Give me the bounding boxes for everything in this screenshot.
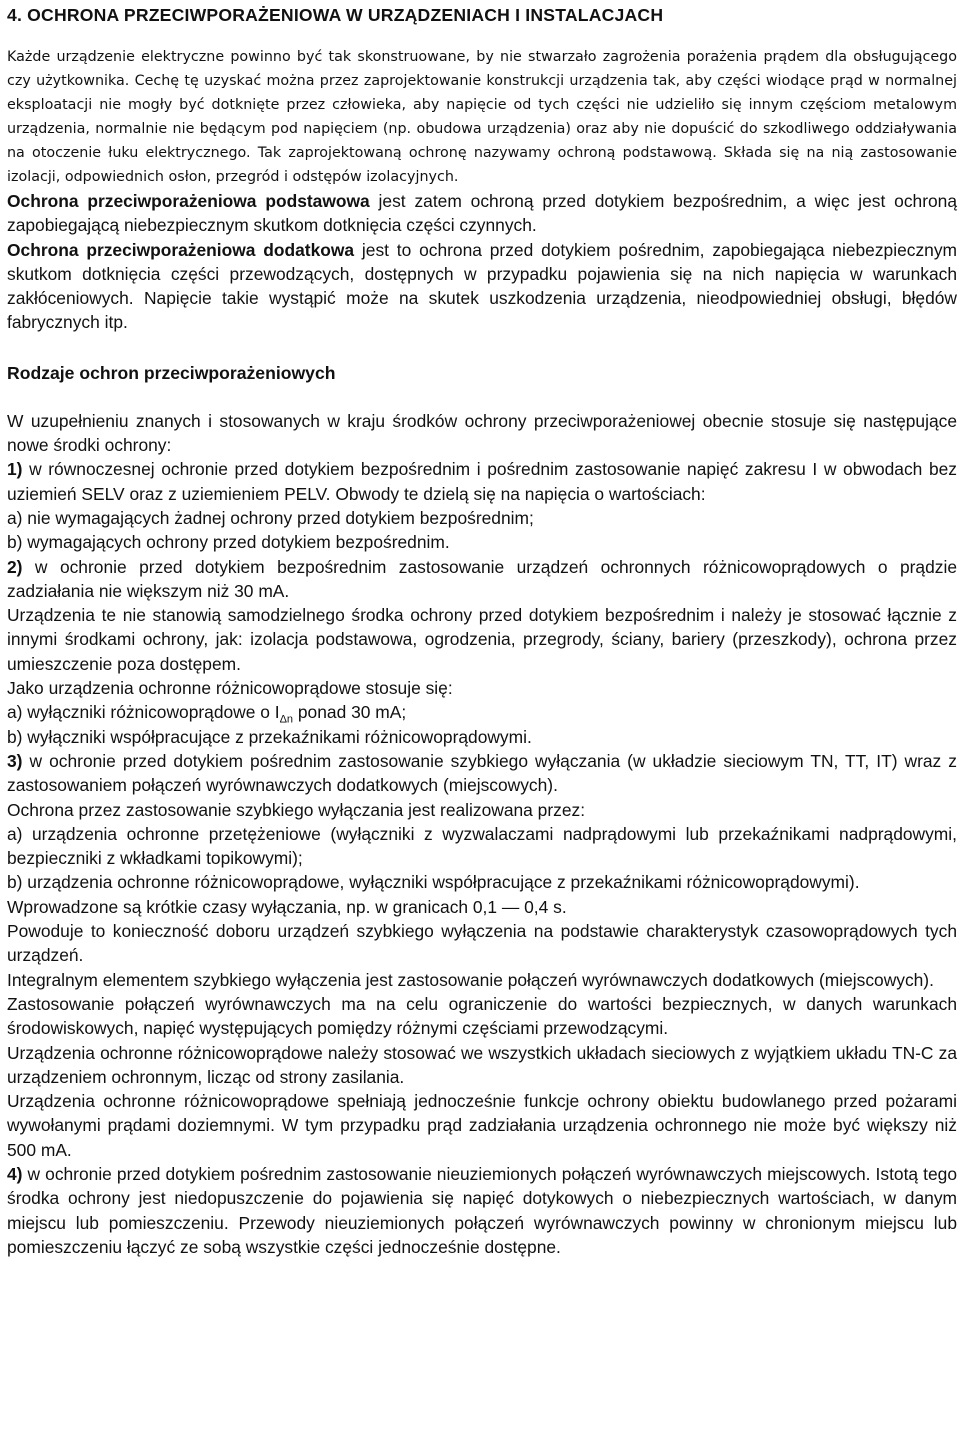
item-1-b: b) wymagających ochrony przed dotykiem bezpośrednim. (7, 532, 450, 553)
selection-paragraph: Powoduje to konieczność doboru urządzeń szybkiego wyłączenia na podstawie charakterystyk czasowoprądowych tych urządzeń. (7, 921, 957, 966)
fast-disconnect-item-b: b) urządzenia ochronne różnicowoprądowe, wyłączniki współpracujące z przekaźnikami różnicowoprądowymi). (7, 872, 860, 893)
item-1 (7, 457, 957, 506)
intro-paragraph: Każde urządzenie elektryczne powinno być tak skonstruowane, by nie stwarzało zagrożenia porażenia prądem dla obsługującego czy użytkownika. Cechę tę uzyskać można przez zaprojektowanie konstrukcji urządzenia tak, aby części wiodące prąd w normalnej eksploatacji nie mogły być dotknięte przez człowieka, aby napięcie od tych części nie udzieliło się innym częściom metalowym urządzenia, normalnie nie będącym pod napięciem (np. obudowa urządzenia) oraz aby nie dopuścić do szkodliwego oddziaływania na otoczenie łuku elektrycznego. Tak zaprojektowaną ochronę nazywamy ochroną podstawową. Składa się na nią zastosowanie izolacji, odpowiednich osłon, przegród i odstępów izolacyjnych. (7, 49, 957, 185)
fast-disconnect-paragraph: Ochrona przez zastosowanie szybkiego wyłączania jest realizowana przez: (7, 799, 586, 820)
integral-element-paragraph: Integralnym elementem szybkiego wyłączenia jest zastosowanie połączeń wyrównawczych dodatkowych (miejscowych). (7, 969, 934, 990)
item-4 (7, 1162, 957, 1259)
additional-protection-term: Ochrona przeciwporażeniowa dodatkowa (7, 239, 355, 260)
item-4-number: 4) (7, 1163, 23, 1184)
devices-paragraph: Urządzenia te nie stanowią samodzielnego środka ochrony przed dotykiem bezpośrednim i należy je stosować łącznie z innymi środkami ochrony, jak: izolacja podstawowa, ogrodzenia, przegrody, ściany, bariery (przeszkody), ochrona przez umieszczenie poza dostępem. (7, 605, 957, 674)
item-3-number: 3) (7, 750, 23, 771)
rcd-usage-paragraph: Urządzenia ochronne różnicowoprądowe należy stosować we wszystkich układach sieciowych z wyjątkiem układu TN-C za urządzeniem ochronnym, licząc od strony zasilania. (7, 1042, 957, 1087)
item-3-text: w ochronie przed dotykiem pośrednim zastosowanie szybkiego wyłączania (w układzie sieciowym TN, TT, IT) wraz z zastosowaniem połączeń wyrównawczych dodatkowych (miejscowych). (7, 750, 957, 796)
disconnect-times-paragraph: Wprowadzone są krótkie czasy wyłączania, np. w granicach 0,1 — 0,4 s. (7, 896, 567, 917)
item-2 (7, 555, 957, 604)
rcd-item-b: b) wyłączniki współpracujące z przekaźnikami różnicowoprądowymi. (7, 726, 532, 747)
fast-disconnect-item-a: a) urządzenia ochronne przetężeniowe (wyłączniki z wyzwalaczami nadprądowymi lub przekaźnikami nadprądowymi, bezpieczniki z wkładkami topikowymi); (7, 823, 957, 869)
additional-protection-paragraph (7, 238, 957, 335)
section-heading: Rodzaje ochron przeciwporażeniowych (7, 362, 336, 383)
rcd-item-a-value: ponad 30 mA; (293, 702, 407, 723)
chapter-title: 4. OCHRONA PRZECIWPORAŻENIOWA W URZĄDZENIACH I INSTALACJACH (7, 5, 664, 25)
basic-protection-paragraph (7, 189, 957, 238)
item-1-a: a) nie wymagających żadnej ochrony przed dotykiem bezpośrednim; (7, 507, 534, 528)
additional-protection-text: jest to ochrona przed dotykiem pośrednim, zapobiegająca niebezpiecznym skutkom dotknięcia części przewodzących, dostępnych w przypadku pojawienia się na nich napięcia w warunkach zakłóceniowych. Napięcie takie wystąpić może na skutek uszkodzenia urządzenia, nieodpowiedniej obsługi, błędów fabrycznych itp. (7, 239, 958, 333)
item-2-number: 2) (7, 556, 23, 577)
item-1-text: w równoczesnej ochronie przed dotykiem bezpośrednim i pośrednim zastosowanie napięć zakresu I w obwodach bez uziemień SELV oraz z uziemieniem PELV. Obwody te dzielą się na napięcia o wartościach: (7, 459, 957, 504)
rcd-item-a-subscript: Δn (279, 713, 294, 726)
rcd-item-a (7, 700, 957, 724)
item-4-text: w ochronie przed dotykiem pośrednim zastosowanie nieuziemionych połączeń wyrównawczych miejscowych. Istotą tego środka ochrony jest niedopuszczenie do pojawienia się napięć dotykowych o niebezpiecznych wartościach, w danym miejscu lub pomieszczeniu. Przewody nieuziemionych połączeń wyrównawczych powinny w chronionym miejscu lub pomieszczeniu łączyć ze sobą wszystkie części jednocześnie dostępne. (7, 1163, 957, 1257)
fire-protection-paragraph: Urządzenia ochronne różnicowoprądowe spełniają jednocześnie funkcje ochrony obiektu budowlanego przed pożarami wywołanymi prądami doziemnymi. W tym przypadku prąd zadziałania urządzenia ochronnego nie może być większy niż 500 mA. (7, 1091, 957, 1160)
bonding-purpose-paragraph: Zastosowanie połączeń wyrównawczych ma na celu ograniczenie do wartości bezpiecznych, w danych warunkach środowiskowych, napięć występujących pomiędzy różnymi częściami przewodzącymi. (7, 993, 957, 1039)
section-intro-paragraph: W uzupełnieniu znanych i stosowanych w kraju środków ochrony przeciwporażeniowej obecnie stosuje się następujące nowe środki ochrony: (7, 410, 957, 456)
rcd-item-a-text: a) wyłączniki różnicowoprądowe o I (7, 702, 280, 723)
rcd-intro-paragraph: Jako urządzenia ochronne różnicowoprądowe stosuje się: (7, 678, 453, 699)
basic-protection-term: Ochrona przeciwporażeniowa podstawowa (7, 191, 370, 211)
basic-protection-text: jest zatem ochroną przed dotykiem bezpośrednim, a więc jest ochroną zapobiegającą niebezpiecznym skutkom dotknięcia części czynnych. (7, 191, 958, 236)
item-3 (7, 749, 957, 798)
item-2-text: w ochronie przed dotykiem bezpośrednim zastosowanie urządzeń ochronnych różnicowoprądowych o prądzie zadziałania nie większym niż 30 mA. (7, 556, 957, 601)
item-1-number: 1) (7, 459, 23, 480)
